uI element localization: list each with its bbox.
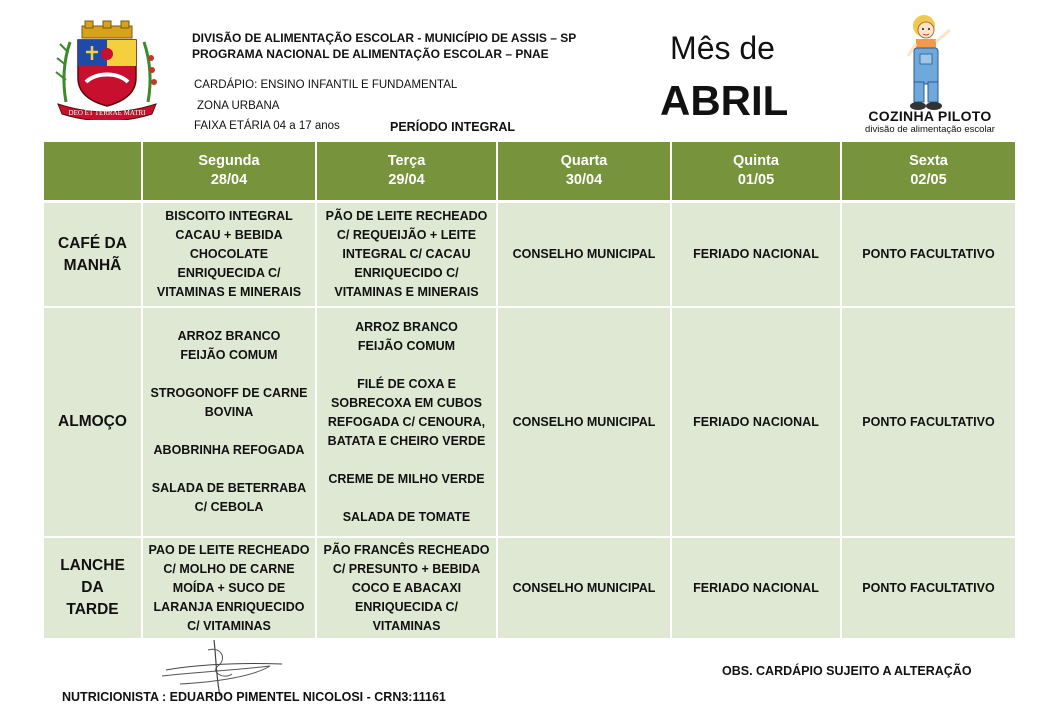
menu-item: PONTO FACULTATIVO [862, 580, 995, 595]
menu-item: SALADA DE TOMATE [342, 509, 471, 524]
day-date: 28/04 [210, 172, 248, 188]
menu-cell [316, 203, 497, 307]
day-name: Quinta [733, 153, 779, 169]
zone-label: ZONA URBANA [197, 100, 280, 112]
menu-item: CONSELHO MUNICIPAL [512, 247, 656, 261]
table-header-row [44, 142, 1015, 200]
cozinha-piloto-mascot-logo [896, 12, 966, 112]
menu-cell [841, 203, 1015, 307]
day-date: 29/04 [388, 172, 425, 188]
day-header [316, 142, 497, 200]
meal-label [44, 537, 142, 639]
day-date: 01/05 [737, 172, 775, 188]
meal-label [44, 307, 142, 537]
month-label: Mês de [670, 30, 775, 66]
menu-cell [497, 307, 671, 537]
day-name: Segunda [198, 153, 260, 169]
menu-cell [142, 537, 316, 639]
day-name: Quarta [560, 153, 608, 169]
menu-item: SALADA DE BETERRABA C/ CEBOLA [151, 481, 307, 514]
menu-cell [316, 537, 497, 639]
nutritionist-signature [158, 636, 293, 698]
menu-cell [497, 203, 671, 307]
nutritionist-credit: NUTRICIONISTA : EDUARDO PIMENTEL NICOLOSI - CRN3:11161 [62, 690, 446, 704]
menu-item: PONTO FACULTATIVO [862, 247, 995, 261]
menu-item: ARROZ BRANCO FEIJÃO COMUM [355, 319, 458, 353]
menu-table [44, 142, 1015, 640]
corner-header-cell [44, 142, 142, 200]
day-name: Sexta [909, 153, 948, 169]
table-row-breakfast [44, 203, 1015, 307]
day-header [497, 142, 671, 200]
menu-cell [142, 307, 316, 537]
menu-item: BISCOITO INTEGRAL CACAU + BEBIDA CHOCOLATE ENRIQUECIDA C/ VITAMINAS E MINERAIS [156, 209, 302, 299]
menu-item: PÃO FRANCÊS RECHEADO C/ PRESUNTO + BEBIDA COCO E ABACAXI ENRIQUECIDA C/ VITAMINAS [323, 542, 490, 633]
menu-cell [671, 203, 841, 307]
meal-label [44, 203, 142, 307]
day-header [841, 142, 1015, 200]
meal-name: LANCHE DA TARDE [60, 557, 125, 618]
menu-item: FERIADO NACIONAL [693, 580, 819, 595]
menu-item: FILÉ DE COXA E SOBRECOXA EM CUBOS REFOGADA C/ CENOURA, BATATA E CHEIRO VERDE [327, 376, 486, 448]
disclaimer-note: OBS. CARDÁPIO SUJEITO A ALTERAÇÃO [722, 664, 972, 678]
age-range-label: FAIXA ETÁRIA 04 a 17 anos [194, 120, 340, 132]
table-row-afternoon-snack [44, 537, 1015, 639]
period-label: PERÍODO INTEGRAL [390, 120, 516, 134]
meal-name: CAFÉ DA MANHÃ [58, 234, 127, 274]
brand-subtitle: divisão de alimentação escolar [865, 124, 995, 135]
menu-item: PÃO DE LEITE RECHEADO C/ REQUEIJÃO + LEITE INTEGRAL C/ CACAU ENRIQUECIDO C/ VITAMINAS E MINERAIS [325, 209, 488, 299]
menu-item: PAO DE LEITE RECHEADO C/ MOLHO DE CARNE MOÍDA + SUCO DE LARANJA ENRIQUECIDO C/ VITAMINAS [148, 542, 310, 633]
menu-item: ABOBRINHA REFOGADA [153, 443, 305, 457]
day-date: 30/04 [565, 172, 603, 188]
menu-cell [671, 307, 841, 537]
header-block [192, 30, 652, 62]
menu-type-label: CARDÁPIO: ENSINO INFANTIL E FUNDAMENTAL [194, 79, 458, 91]
municipal-crest-logo [52, 20, 162, 120]
brand-name: COZINHA PILOTO [868, 108, 992, 124]
menu-item: CONSELHO MUNICIPAL [512, 580, 656, 595]
menu-item: STROGONOFF DE CARNE BOVINA [150, 386, 308, 419]
menu-cell [316, 307, 497, 537]
table-row-lunch [44, 307, 1015, 537]
month-name: ABRIL [660, 77, 789, 124]
menu-item: PONTO FACULTATIVO [862, 414, 995, 429]
menu-item: FERIADO NACIONAL [693, 247, 819, 261]
header-line-2: PROGRAMA NACIONAL DE ALIMENTAÇÃO ESCOLAR – PNAE [192, 47, 549, 61]
menu-cell [497, 537, 671, 639]
menu-cell [841, 537, 1015, 639]
header-line-1: DIVISÃO DE ALIMENTAÇÃO ESCOLAR - MUNICÍPIO DE ASSIS – SP [192, 31, 577, 45]
menu-cell [671, 537, 841, 639]
day-date: 02/05 [910, 172, 947, 188]
menu-cell [841, 307, 1015, 537]
day-header [142, 142, 316, 200]
menu-item: ARROZ BRANCO FEIJÃO COMUM [177, 329, 281, 362]
menu-item: CREME DE MILHO VERDE [328, 471, 485, 486]
crest-motto: DEO ET TERRAE MATRI [68, 109, 146, 117]
meal-name: ALMOÇO [58, 413, 127, 430]
day-header [671, 142, 841, 200]
menu-cell [142, 203, 316, 307]
menu-item: FERIADO NACIONAL [693, 414, 819, 429]
menu-item: CONSELHO MUNICIPAL [512, 414, 656, 429]
day-name: Terça [387, 153, 426, 169]
